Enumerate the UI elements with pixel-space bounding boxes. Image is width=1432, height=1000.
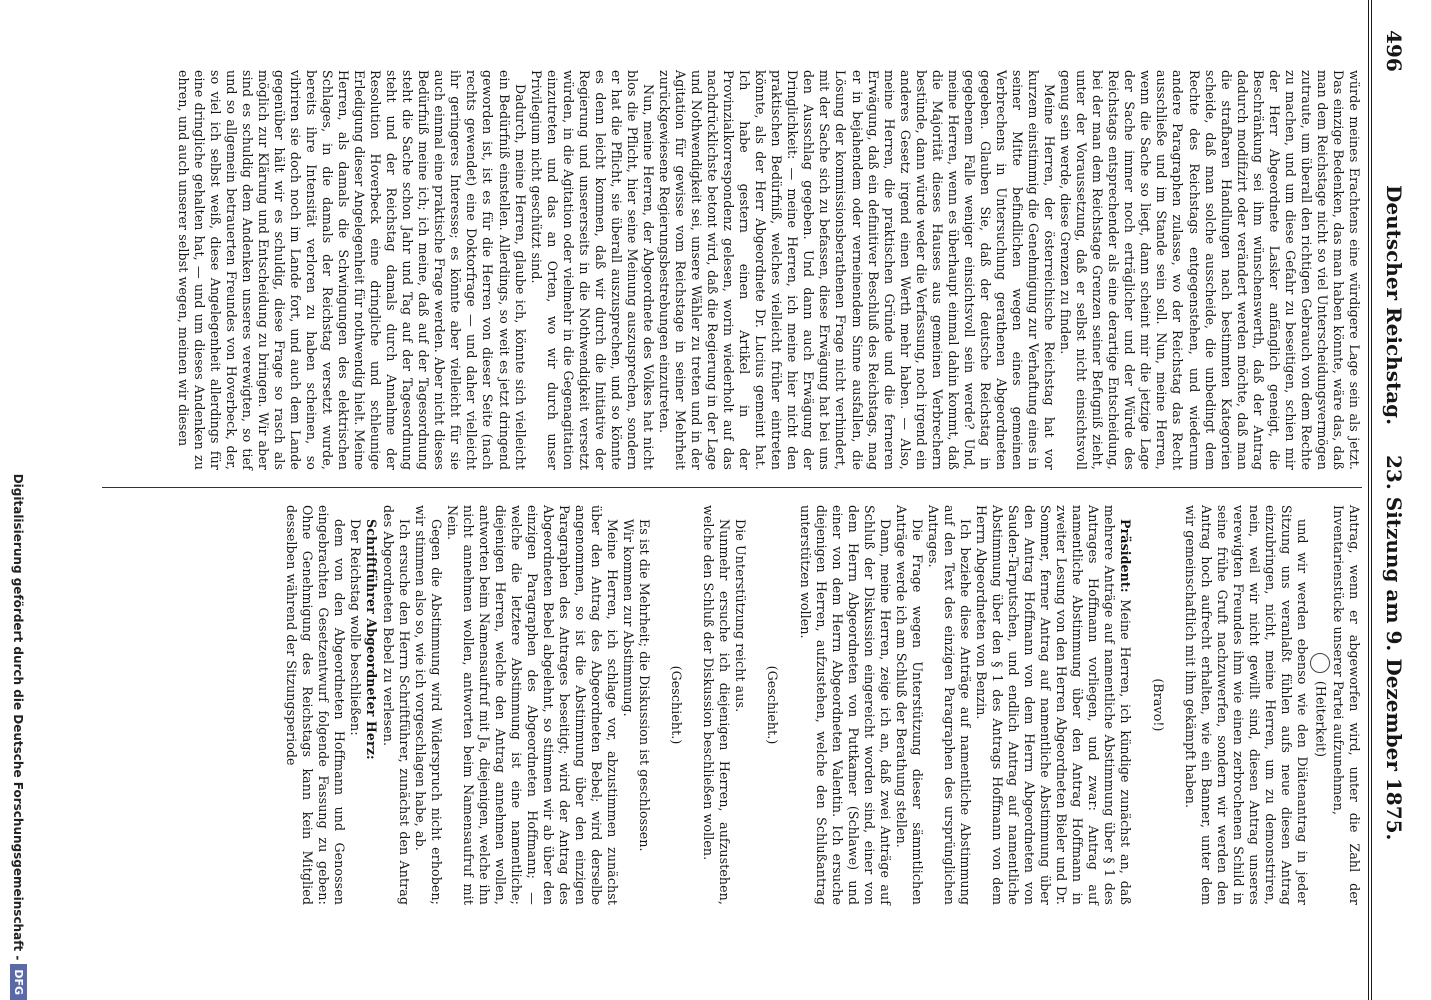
left-text-column <box>52 70 1362 470</box>
digitization-credit <box>0 0 37 1000</box>
right-paragraph-2: und wir werden ebenso wie den Diätenantrag in jeder Sitzung uns veranlaßt fühlen aufs neue diesen Antrag einzubringen, nicht, meine Herren, um zu demonstriren, nein, weil wir nicht gewillt sind, diesen Antrag unseres verewigten Freundes ihm wie einen zerbrochenen Schild in seine frühe Gruft nachzuwerfen, sondern wir werden den Antrag hoch aufrecht erhalten, wie ein Banner, unter dem wir gemeinschaftlich mit ihm gekämpft haben. <box>1182 505 1310 905</box>
spacer <box>781 505 797 905</box>
right-paragraph-10: Wir kommen zur Abstimmung. <box>621 519 637 717</box>
remark-text: (Heiterkeit) <box>1313 680 1329 758</box>
spacer <box>684 505 700 905</box>
right-paragraph-11: Meine Herren, ich schlage vor, abzustimmen zunächst über den Antrag des Abgeordneten Bebel; wird derselbe angenommen, so ist die Abstimmung über den einzigen Paragraphen des Antrages beseitigt; wird der Antrag des Abgeordneten Bebel abgelehnt, so stimmen wir ab über den einzigen Paragraphen des Abgeordneten Hoffmann; — welche die letztere Abstimmung ist eine namentliche; diejenigen Herren, welche den Antrag annehmen wollen, antworten beim Namensaufruf mit Ja, diejenigen, welche ihn nicht annehmen wollen, antworten beim Namensaufruf mit Nein. <box>444 505 621 905</box>
ink-mark-icon <box>1310 653 1330 673</box>
remark-happens-1: (Geschieht.) <box>765 665 781 745</box>
right-paragraph-4: Ich beziehe diese Anträge auf namentliche Abstimmung auf den Text des einzigen Paragraphen des ursprünglichen Antrages. <box>925 505 974 905</box>
page-number: 496 <box>1382 30 1406 72</box>
speaker-secretary: Schriftführer Abgeordneter Herz: <box>364 519 380 760</box>
header-rule-thin <box>1368 0 1369 1000</box>
right-paragraph-15: dem von den Abgeordneten Hoffmann und Genossen eingebrachten Gesetzentwurf folgende Fassung zu geben: Ohne Genehmigung des Reichstags kann kein Mitglied desselben während der Sitzungsperiode <box>284 505 348 905</box>
right-paragraph-1: Antrag, wenn er abgeworfen wird, unter die Zahl der Inventarienstücke unserer Partei aufzunehmen, <box>1330 505 1362 905</box>
right-paragraph-12: Gegen die Abstimmung wird Widerspruch nicht erhoben; wir stimmen also so, wie ich vorgeschlagen habe, ab. <box>412 505 444 905</box>
speaker-president: Präsident: <box>1118 519 1134 593</box>
right-paragraph-7: Die Unterstützung reicht aus. <box>733 519 749 713</box>
column-divider <box>102 487 1362 488</box>
right-paragraph-8: Nunmehr ersuche ich diejenigen Herren, aufzustehen, welche den Schluß der Diskussion beschließen wollen. <box>701 505 733 905</box>
right-paragraph-5: Die Frage wegen Unterstützung dieser sämmtlichen Anträge werde ich am Schluß der Berathung stellen. <box>893 505 925 905</box>
remark-happens-2: (Geschieht.) <box>669 665 685 745</box>
left-paragraph-4: Dadurch, meine Herren, glaube ich, könnte sich vielleicht ein Bedürfniß einstellen. Allerdings, so weit es jetzt dringend geworden ist, ist es für die Herren von dieser Seite (nach rechts gewendet) eine Doktorfrage — und daher vielleicht ihr geringeres Interesse; es könnte aber vielleicht für sie auch einmal eine praktische Frage werden. Aber nicht dieses Bedürfniß meine ich; ich meine, daß auf der Tagesordnung steht die Sache schon Jahr und Tag auf der Tagesordnung steht und der Reichstag damals durch Annahme der Resolution Hoverbeck eine dringliche und schleunige Erledigung dieser Angelegenheit für nothwendig hielt. Meine Herren, als damals die Schwingungen des elektrischen Schlages, in die damals der Reichstag versetzt wurde, bereits ihre Intensität verloren zu haben scheinen, so vibriren sie doch noch im Lande fort, und auch dem Lande gegenüber hält wir es schuldig, diese Frage so rasch als möglich zur Klärung und Entscheidung zu bringen. Wir aber sind es schuldig dem Andenken unseres verewigten, so tief und so allgemein betrauerten Freundes von Hoverbeck, der, so viel ich selbst weiß, diese Angelegenheit allerdings für eine dringliche gehalten hat, — und um dieses Andenken zu ehren, und auch unserer selbst wegen, meinen wir diesen <box>175 70 528 470</box>
spacer <box>1133 505 1149 905</box>
remark-bravo: (Bravo!) <box>1150 678 1166 732</box>
right-text-column <box>12 505 1362 905</box>
left-paragraph-1: würde meines Erachtens eine würdigere Lage sein als jetzt. Das einzige Bedenken, das man haben könnte, wäre das, daß man dem Reichstage nicht so viel Unterscheidungsvermögen zutraute, um überall den richtigen Gebrauch von dem Rechte zu machen, und um diese Gefahr zu beseitigen, schien mir der Herr Abgeordnete Lasker anfänglich geneigt, die Beschränkung sei ihm wünschenswerth, daß der Antrag dadurch modifizirt oder verändert werden möchte, daß man die strafbaren Handlungen nach bestimmten Kategorien scheide, daß man solche ausscheide, die unbedingt dem Rechte des Reichstags entgegenstehen, und wiederum andere Paragraphen zulasse, wo der Reichstag das Recht ausschließe und im Stande sein soll. Nun, meine Herren, wenn die Sache so liegt, dann scheint mir die jetzige Lage der Sache immer noch erträglicher und der Würde des Reichstags entsprechender als eine derartige Entscheidung, bei der man dem Reichstage Grenzen seiner Befugniß zieht, unter der Voraussetzung, daß er selbst nicht einsichtsvoll genug sein werde, diese Grenzen zu finden. <box>1058 70 1362 470</box>
right-paragraph-14: Der Reichstag wolle beschließen: <box>348 519 364 736</box>
left-paragraph-2: Meine Herren, der österreichische Reichstag hat vor kurzem einstimmig die Genehmigung zur Verhaftung eines in seiner Mitte befindlichen wegen eines gemeinen Verbrechens in Untersuchung gerathenen Abgeordneten gegeben. Glauben Sie, daß der deutsche Reichstag in gegebenem Falle weniger einsichtsvoll sein werde? Und, meine Herren, wenn es überhaupt einmal dahin kommt, daß die Majorität dieses Hauses aus gemeinen Verbrechern bestünde, dann würde weder die Verfassung, noch irgend ein anderes Gesetz irgend einen Werth mehr haben. — Also, meine Herren, die praktischen Gründe und die ferneren Erwägung, daß ein definitiver Beschluß des Reichstags, mag er in bejahendem oder verneinendem Sinne ausfallen, die Lösung der kommissionsberathenen Frage nicht verhindert, mit der Sache sich zu befassen, diese Erwägung hat bei uns den Ausschlag gegeben. Und dann auch Erwägung der Dringlichkeit: — meine Herren, ich meine hier nicht den praktischen Bedürfniß, welches vielleicht früher eintreten könnte, als der Herr Abgeordnete Dr. Lucius gemeint hat. Ich habe gestern einen Artikel in der Provinzialkorrespondenz gelesen, worin wiederholt auf das nachdrücklichste betont wird, daß die Regierung in der Lage und Nothwendigkeit sei, unsere Wähler zu treten und in der Agitation für gewisse vom Reichstage in seiner Mehrheit zurückgewiesene Regierungsbestrebungen einzutreten. <box>656 70 1058 470</box>
spacer <box>1166 505 1182 905</box>
right-paragraph-6: Dann, meine Herren, zeige ich an, daß zwei Anträge auf Schluß der Diskussion eingereicht worden sind, einer von dem Herrn Abgeordneten von Puttkamer (Schlawe) und einer von dem Herrn Abgeordneten Valentin. Ich ersuche diejenigen Herren, aufzustehen, welche den Schlußantrag unterstützen wollen. <box>797 505 893 905</box>
right-paragraph-9: Es ist die Mehrheit; die Diskussion ist geschlossen. <box>637 519 653 852</box>
statement-text: Meine Herren, ich kündige zunächst an, daß mehrere Anträge auf namentliche Abstimmung über § 1 des Antrages Hoffmann vorliegen, und zwar: Antrag auf namentliche Abstimmung über den Antrag Hoffmann in zweiter Lesung von den Herren Abgeordneten Bieler und Dr. Sommer, ferner Antrag auf namentliche Abstimmung über den Antrag Hoffmann von dem Herrn Abgeordneten von Sauden-Tarputschen, und endlich Antrag auf namentliche Abstimmung über den § 1 des Antrags Hoffmann von dem Herrn Abgeordneten von Benzin. <box>974 505 1134 905</box>
sitting-date: 23. Sitzung am 9. Dezember 1875. <box>1382 455 1406 841</box>
president-statement <box>973 505 1133 905</box>
spacer <box>748 505 764 905</box>
secretary-statement <box>363 505 379 905</box>
credit-text: Digitalisierung gefördert durch die Deutsche Forschungsgemeinschaft - <box>11 473 26 961</box>
header-rule <box>1371 0 1372 1000</box>
dfg-logo: DFG <box>10 964 27 1000</box>
right-paragraph-13: Ich ersuche den Herrn Schriftführer, zunächst den Antrag des Abgeordneten Bebel zu verlesen. <box>380 505 412 905</box>
remark-laughter <box>1310 505 1330 905</box>
spacer <box>652 505 668 905</box>
publication-title: Deutscher Reichstag. <box>1382 185 1406 426</box>
left-paragraph-3: Nun, meine Herren, der Abgeordnete des Volkes hat nicht blos die Pflicht, hier seine Meinung auszusprechen, sondern er hat die Pflicht, sie überall auszusprechen, und so könnte es denn leicht kommen, daß wir durch die Initiative der Regierung und unsererseits in die Nothwendigkeit versetzt würden, in die Agitation oder vielmehr in die Gegenagitation einzutreten und das an Orten, wo wir durch unser Privilegium nicht geschützt sind. <box>528 70 656 470</box>
